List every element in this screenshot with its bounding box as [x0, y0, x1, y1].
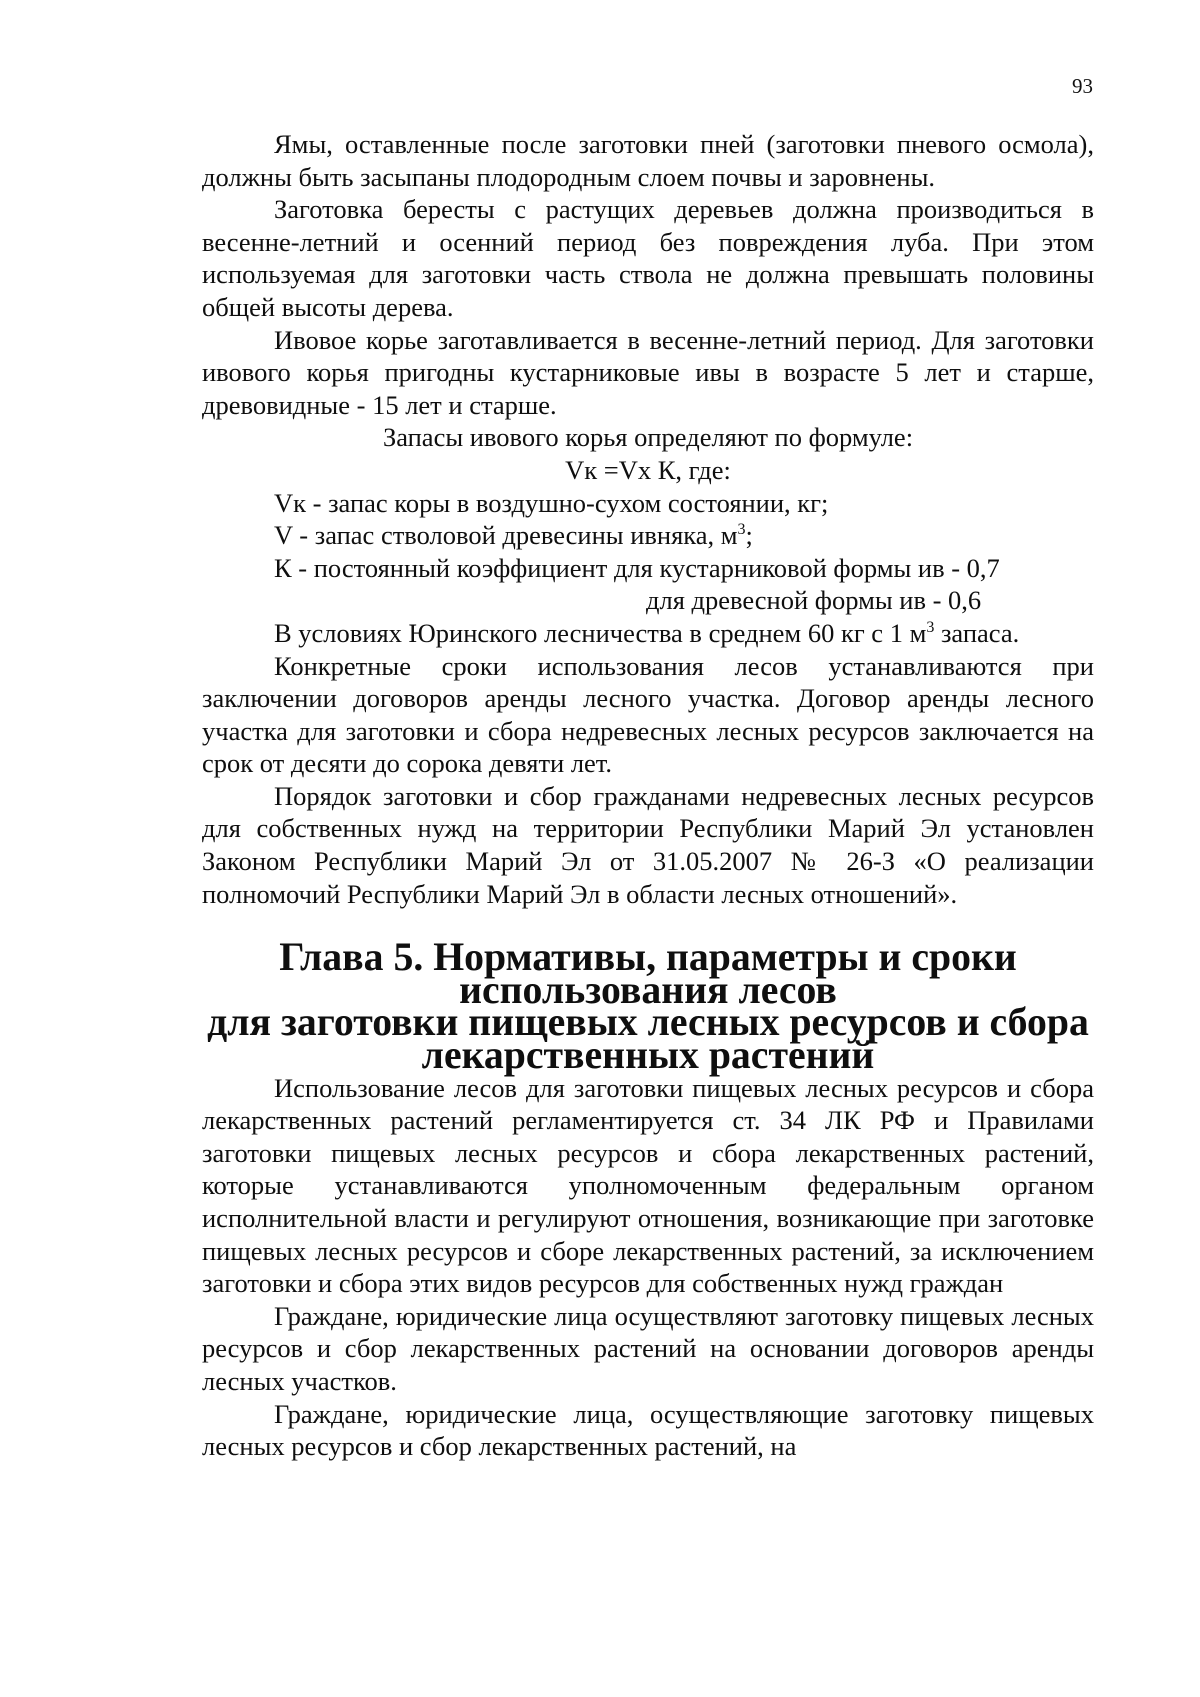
formula-item-v	[202, 519, 1094, 552]
formula-item-vk: Vк - запас коры в воздушно-сухом состоянии, кг;	[274, 487, 829, 518]
yield-sup: 3	[926, 618, 935, 636]
chapter-title-line-3: лекарственных растений	[421, 1033, 875, 1078]
chapter-title-line-1: Глава 5. Нормативы, параметры и сроки использования лесов	[279, 935, 1017, 1012]
paragraph-procedure: Порядок заготовки и сбор гражданами недревесных лесных ресурсов для собственных нужд на территории Республики Марий Эл установлен Законом Республики Марий Эл от 31.05.2007 № 26-З «О реализации полномочий Республики Марий Эл в области лесных отношений».	[202, 780, 1094, 909]
paragraph-citizens: Граждане, юридические лица осуществляют заготовку пищевых лесных ресурсов и сбор лекарственных растений на основании договоров аренды лесных участков.	[202, 1300, 1094, 1396]
formula-item-k-continued: для древесной формы ив - 0,6	[646, 585, 982, 616]
paragraph-citizens-continued: Граждане, юридические лица, осуществляющие заготовку пищевых лесных ресурсов и сбор лекарственных растений, на	[202, 1398, 1094, 1462]
paragraph-yield	[202, 617, 1094, 650]
paragraph-pits: Ямы, оставленные после заготовки пней (заготовки пневого осмола), должны быть засыпаны плодородным слоем почвы и заровнены.	[202, 129, 1094, 192]
formula-item-v-text: V - запас стволовой древесины ивняка, м	[274, 520, 738, 551]
paragraph-regulation: Использование лесов для заготовки пищевых лесных ресурсов и сбора лекарственных растений регламентируется ст. 34 ЛК РФ и Правилами заготовки пищевых лесных ресурсов и сбора лекарственных растений, которые устанавливаются уполномоченным федеральным органом исполнительной власти и регулируют отношения, возникающие при заготовке пищевых лесных ресурсов и сборе лекарственных растений, за исключением заготовки и сбора этих видов ресурсов для собственных нужд граждан	[202, 1072, 1094, 1299]
paragraph-terms: Конкретные сроки использования лесов устанавливаются при заключении договоров аренды лесного участка. Договор аренды лесного участка для заготовки и сбора недревесных лесных ресурсов заключается на срок от десяти до сорока девяти лет.	[202, 650, 1094, 779]
chapter-title-line-2: для заготовки пищевых лесных ресурсов и сбора	[207, 1000, 1089, 1045]
formula-intro: Запасы ивового корья определяют по формуле:	[382, 422, 914, 453]
page-number: 93	[1072, 74, 1093, 98]
document-body	[202, 128, 1094, 1463]
paragraph-willow-bark: Ивовое корье заготавливается в весенне-летний период. Для заготовки ивового корья пригодны кустарниковые ивы в возрасте 5 лет и старше, древовидные - 15 лет и старше.	[202, 324, 1094, 420]
paragraph-birch-bark: Заготовка бересты с растущих деревьев должна производиться в весенне-летний и осенний период без повреждения луба. При этом используемая для заготовки часть ствола не должна превышать половины общей высоты дерева.	[202, 194, 1094, 322]
chapter-title	[202, 935, 1094, 1078]
formula-item-v-sup: 3	[737, 521, 746, 539]
formula-item-k: К - постоянный коэффициент для кустарниковой формы ив - 0,7	[274, 552, 1000, 583]
formula-equation: Vк =Vх К, где:	[565, 454, 731, 485]
formula-item-v-suffix: ;	[745, 520, 753, 551]
yield-suffix: запаса.	[934, 617, 1020, 648]
yield-text: В условиях Юринского лесничества в среднем 60 кг с 1 м	[274, 617, 927, 648]
